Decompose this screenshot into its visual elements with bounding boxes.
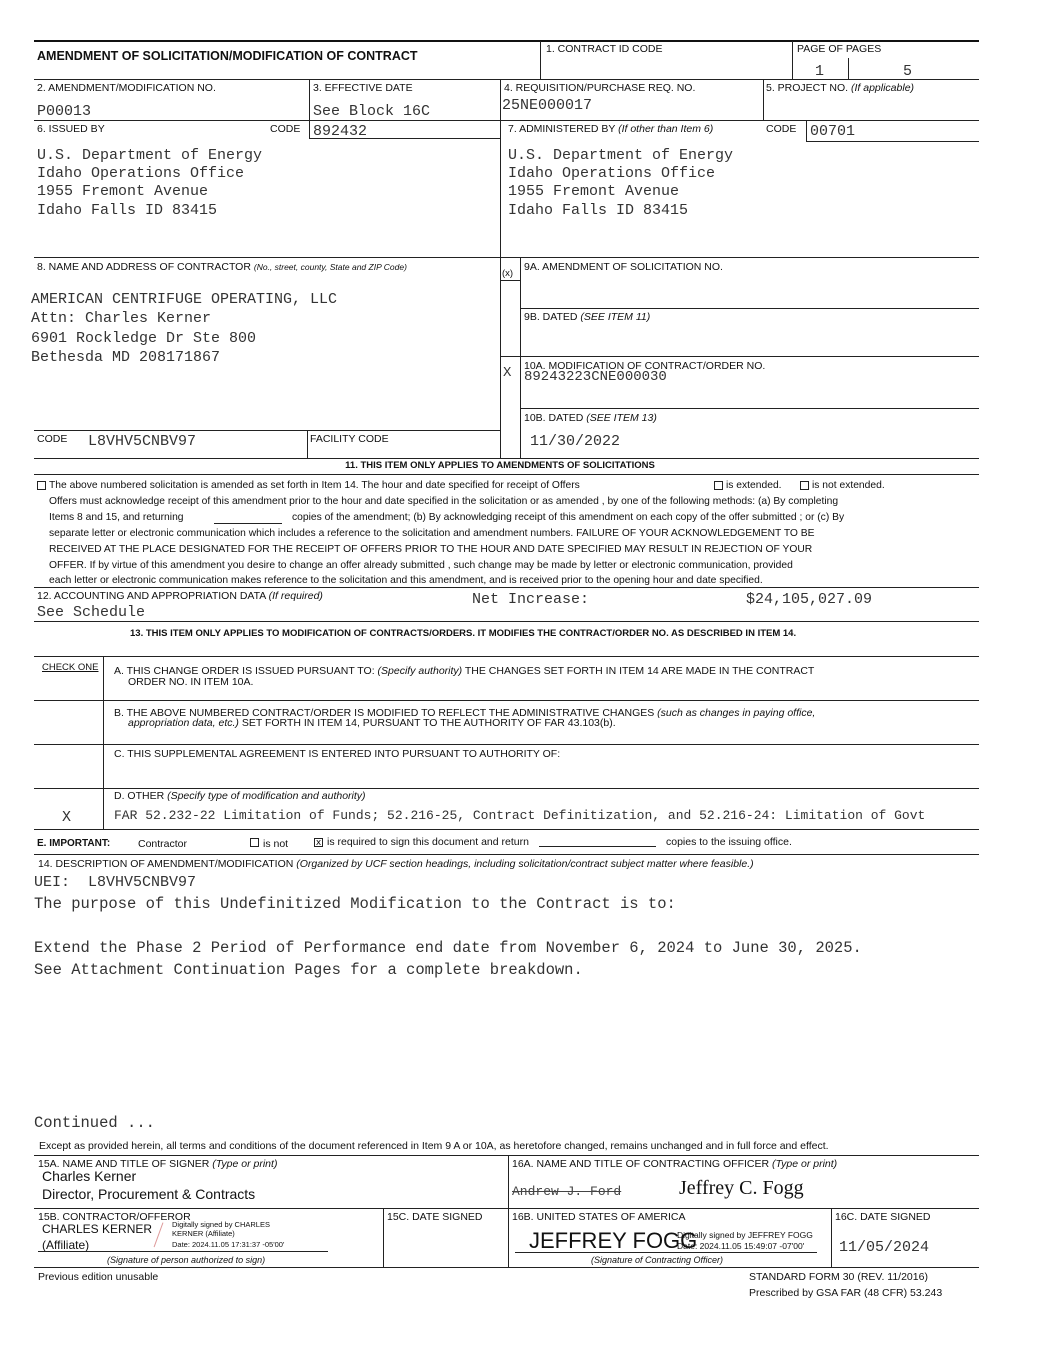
signature-officer-name: JEFFREY FOGG <box>529 1228 698 1253</box>
option-c-text: C. THIS SUPPLEMENTAL AGREEMENT IS ENTERED INTO PURSUANT TO AUTHORITY OF: <box>114 748 561 760</box>
effective-date-value: See Block 16C <box>313 103 431 120</box>
rule <box>34 79 979 80</box>
project-no-label: 5. PROJECT NO. (If applicable) <box>766 82 915 94</box>
item11-line-6: OFFER. If by virtue of this amendment you desire to change an offer already submitted , such change may be made by letter or electronic communication, provided <box>49 560 793 571</box>
not-extended-checkbox[interactable] <box>800 481 809 490</box>
divider <box>383 1208 384 1267</box>
rule <box>34 430 500 431</box>
signature-officer-digital-2: Date: 2024.11.05 15:49:07 -07'00' <box>677 1241 805 1251</box>
signature-contractor-digital-2: KERNER (Affiliate) <box>172 1229 235 1238</box>
facility-code-label: FACILITY CODE <box>310 433 389 445</box>
admin-line-3: 1955 Fremont Avenue <box>508 183 680 200</box>
issued-line-3: 1955 Fremont Avenue <box>37 183 209 200</box>
signature-line <box>38 1251 328 1252</box>
contractor-line-3: 6901 Rockledge Dr Ste 800 <box>31 330 257 347</box>
page-count: 5 <box>903 63 913 80</box>
rule <box>34 120 979 121</box>
item11-heading: 11. THIS ITEM ONLY APPLIES TO AMENDMENTS OF SOLICITATIONS <box>345 460 655 471</box>
date-signed-16c-label: 16C. DATE SIGNED <box>835 1211 931 1223</box>
page-number: 1 <box>815 63 825 80</box>
divider <box>309 120 310 138</box>
contractor-code-value: L8VHV5CNBV97 <box>88 433 197 450</box>
important-label: E. IMPORTANT: <box>37 838 111 849</box>
x-column-label: (x) <box>502 268 514 279</box>
return-copies-blank[interactable] <box>539 846 656 847</box>
issued-code-label: CODE <box>270 123 301 135</box>
extend-line: Extend the Phase 2 Period of Performance end date from November 6, 2024 to June 30, 2025. <box>34 939 862 957</box>
item11-line-7: each letter or electronic communication makes reference to the solicitation and this amendment, and is received prior to the opening hour and date specified. <box>49 575 763 586</box>
rule <box>34 854 979 855</box>
terms-note: Except as provided herein, all terms and conditions of the document referenced in Item 9 A or 10A, as heretofore changed, remains unchanged and in full force and effect. <box>39 1140 829 1152</box>
officer-name: Jeffrey C. Fogg <box>679 1177 804 1199</box>
extended-label: is extended. <box>726 480 782 491</box>
description-label: 14. DESCRIPTION OF AMENDMENT/MODIFICATION (Organized by UCF section headings, including solicitation/contract subject matter where feasible.) <box>38 858 754 870</box>
divider <box>540 41 541 80</box>
modification-checkmark: X <box>503 365 512 381</box>
administered-by-label: 7. ADMINISTERED BY (If other than Item 6) <box>508 123 714 135</box>
contractor-line-4: Bethesda MD 208171867 <box>31 349 221 366</box>
signature-contractor-affiliate: (Affiliate) <box>42 1238 90 1252</box>
previous-edition-note: Previous edition unusable <box>38 1271 159 1283</box>
item11-line-3b: copies of the amendment; (b) By acknowledging receipt of this amendment on each copy of the offer submitted ; or (c) By <box>292 512 845 523</box>
rule <box>34 1155 979 1156</box>
requisition-label: 4. REQUISITION/PURCHASE REQ. NO. <box>504 82 696 94</box>
contractor-label: 8. NAME AND ADDRESS OF CONTRACTOR (No., street, county, State and ZIP Code) <box>37 261 407 273</box>
amendment-solicitation-label: 9A. AMENDMENT OF SOLICITATION NO. <box>524 261 723 273</box>
form-title: AMENDMENT OF SOLICITATION/MODIFICATION OF CONTRACT <box>37 49 418 63</box>
amendment-no-label: 2. AMENDMENT/MODIFICATION NO. <box>37 82 216 94</box>
issued-code-value: 892432 <box>313 123 368 140</box>
date-signed-16c-value: 11/05/2024 <box>839 1239 930 1256</box>
form-number: STANDARD FORM 30 (REV. 11/2016) <box>749 1271 928 1283</box>
option-d-checkmark: X <box>62 809 72 826</box>
divider <box>307 430 308 458</box>
option-a-line-2: ORDER NO. IN ITEM 10A. <box>128 676 254 688</box>
uei-line: UEI: L8VHV5CNBV97 <box>34 874 197 891</box>
admin-line-4: Idaho Falls ID 83415 <box>508 202 689 219</box>
signature-line <box>515 1252 817 1253</box>
contract-id-label: 1. CONTRACT ID CODE <box>546 43 663 55</box>
rule <box>34 474 979 475</box>
item11-line-4: separate letter or electronic communication which includes a reference to the solicitation and amendment numbers. FAILURE OF YOUR ACKNOWLEDGEMENT TO BE <box>49 528 815 539</box>
rule <box>34 1267 979 1268</box>
center-divider <box>500 80 501 458</box>
divider <box>848 58 849 80</box>
effective-date-label: 3. EFFECTIVE DATE <box>313 82 413 94</box>
signature-contractor-caption: (Signature of person authorized to sign) <box>107 1255 266 1265</box>
officer-struck-name: Andrew J. Ford <box>512 1184 622 1199</box>
option-b-line-1: B. THE ABOVE NUMBERED CONTRACT/ORDER IS MODIFIED TO REFLECT THE ADMINISTRATIVE CHANGES (such as changes in paying office, <box>114 707 816 719</box>
accounting-value: See Schedule <box>37 604 146 621</box>
option-d-label: D. OTHER (Specify type of modification and authority) <box>114 790 366 802</box>
extended-checkbox[interactable] <box>714 481 723 490</box>
issued-by-label: 6. ISSUED BY <box>37 123 105 135</box>
check-one-label: CHECK ONE <box>42 662 99 673</box>
page-label: PAGE OF PAGES <box>797 43 882 55</box>
rule <box>520 408 979 409</box>
rule <box>34 656 979 657</box>
net-increase-amount: $24,105,027.09 <box>746 591 873 608</box>
check-column-divider <box>103 656 104 830</box>
amendment-no-value: P00013 <box>37 103 92 120</box>
copies-blank[interactable] <box>214 523 282 524</box>
option-b-line-2: appropriation data, etc.) SET FORTH IN ITEM 14, PURSUANT TO THE AUTHORITY OF FAR 43.103(b). <box>128 717 616 729</box>
is-not-label: is not <box>263 838 289 850</box>
divider <box>831 1208 832 1267</box>
is-not-checkbox[interactable] <box>250 838 259 847</box>
rule <box>34 829 979 830</box>
signer-title: Director, Procurement & Contracts <box>42 1186 256 1202</box>
dated-9b-label: 9B. DATED (SEE ITEM 11) <box>524 311 651 323</box>
signature-officer-digital-1: Digitally signed by JEFFREY FOGG <box>677 1230 813 1240</box>
rule <box>34 744 979 745</box>
copies-label: copies to the issuing office. <box>666 836 792 848</box>
issued-line-4: Idaho Falls ID 83415 <box>37 202 218 219</box>
rule <box>500 356 979 357</box>
item11-line-3a: Items 8 and 15, and returning <box>49 512 184 523</box>
modification-contract-value: 89243223CNE000030 <box>524 369 667 385</box>
divider <box>309 80 310 120</box>
solicitation-amended-checkbox[interactable] <box>37 481 46 490</box>
important-contractor: Contractor <box>138 838 188 850</box>
divider <box>508 1155 509 1267</box>
continued-line: Continued ... <box>34 1114 155 1132</box>
officer-name-label: 16A. NAME AND TITLE OF CONTRACTING OFFICER (Type or print) <box>512 1158 838 1170</box>
rule <box>520 308 979 309</box>
usa-label: 16B. UNITED STATES OF AMERICA <box>512 1211 686 1223</box>
contractor-code-label: CODE <box>37 433 68 445</box>
admin-code-label: CODE <box>766 123 797 135</box>
is-required-label: is required to sign this document and return <box>327 836 529 848</box>
signer-name-label: 15A. NAME AND TITLE OF SIGNER (Type or print) <box>38 1158 278 1170</box>
divider <box>806 120 807 141</box>
is-required-checkbox[interactable]: x <box>315 838 322 848</box>
rule <box>806 141 979 142</box>
option-a-line-1: A. THIS CHANGE ORDER IS ISSUED PURSUANT TO: (Specify authority) THE CHANGES SET FORTH IN ITEM 14 ARE MADE IN THE CONTRACT <box>114 665 815 677</box>
admin-line-2: Idaho Operations Office <box>508 165 716 182</box>
accounting-label: 12. ACCOUNTING AND APPROPRIATION DATA (If required) <box>37 590 323 602</box>
item11-line-1: The above numbered solicitation is amended as set forth in Item 14. The hour and date specified for receipt of Offers <box>49 480 580 491</box>
modification-contract-label: 10A. MODIFICATION OF CONTRACT/ORDER NO. <box>524 360 766 372</box>
requisition-value: 25NE000017 <box>502 97 593 114</box>
admin-line-1: U.S. Department of Energy <box>508 147 734 164</box>
contractor-line-2: Attn: Charles Kerner <box>31 310 212 327</box>
top-rule <box>34 40 979 42</box>
signature-contractor-digital-3: Date: 2024.11.05 17:31:37 -05'00' <box>172 1240 285 1249</box>
divider <box>792 41 793 80</box>
signature-contractor-name: CHARLES KERNER <box>42 1222 153 1236</box>
attachment-line: See Attachment Continuation Pages for a complete breakdown. <box>34 961 583 979</box>
not-extended-label: is not extended. <box>812 480 885 491</box>
rule <box>34 788 979 789</box>
rule <box>34 458 979 459</box>
option-d-value: FAR 52.232-22 Limitation of Funds; 52.216-25, Contract Definitization, and 52.216-24: Limitation of Govt <box>114 808 926 823</box>
date-signed-15c-label: 15C. DATE SIGNED <box>387 1211 483 1223</box>
purpose-line: The purpose of this Undefinitized Modification to the Contract is to: <box>34 895 676 913</box>
net-increase-label: Net Increase: <box>472 591 590 608</box>
rule <box>34 1208 979 1209</box>
divider <box>763 80 764 120</box>
signature-stroke <box>154 1222 165 1247</box>
item11-line-5: RECEIVED AT THE PLACE DESIGNATED FOR THE RECEIPT OF OFFERS PRIOR TO THE HOUR AND DATE SPECIFIED MAY RESULT IN REJECTION OF YOUR <box>49 544 813 555</box>
issued-line-1: U.S. Department of Energy <box>37 147 263 164</box>
signature-officer-caption: (Signature of Contracting Officer) <box>591 1255 724 1265</box>
item11-line-2: Offers must acknowledge receipt of this amendment prior to the hour and date specified in the solicitation or as amended , by one of the following methods: (a) By completing <box>49 496 839 507</box>
rule <box>34 587 979 588</box>
issued-line-2: Idaho Operations Office <box>37 165 245 182</box>
rule <box>34 700 979 701</box>
item13-heading: 13. THIS ITEM ONLY APPLIES TO MODIFICATION OF CONTRACTS/ORDERS. IT MODIFIES THE CONTRACT/ORDER NO. AS DESCRIBED IN ITEM 14. <box>130 628 797 639</box>
divider <box>520 257 521 458</box>
rule <box>34 257 979 258</box>
signer-name: Charles Kerner <box>42 1168 137 1184</box>
contractor-offeror-label: 15B. CONTRACTOR/OFFEROR <box>38 1211 191 1223</box>
prescribed-by: Prescribed by GSA FAR (48 CFR) 53.243 <box>749 1287 943 1299</box>
signature-contractor-digital-1: Digitally signed by CHARLES <box>172 1220 270 1229</box>
rule <box>34 621 979 622</box>
contractor-line-1: AMERICAN CENTRIFUGE OPERATING, LLC <box>31 291 338 308</box>
dated-10b-label: 10B. DATED (SEE ITEM 13) <box>524 412 657 424</box>
rule <box>500 280 520 281</box>
admin-code-value: 00701 <box>810 123 856 140</box>
dated-10b-value: 11/30/2022 <box>530 433 621 450</box>
